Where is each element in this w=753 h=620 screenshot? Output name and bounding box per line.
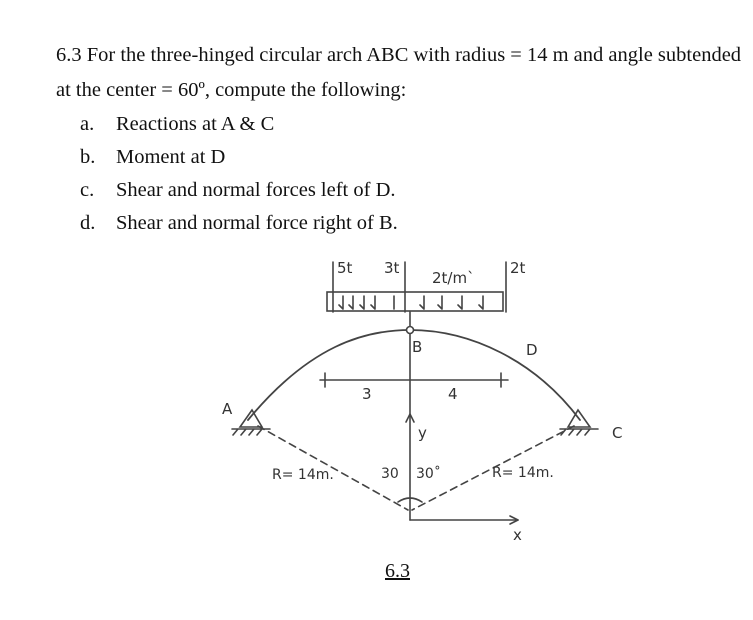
label-a: A <box>222 400 233 418</box>
question-text: Reactions at A & C <box>116 113 275 135</box>
question-text: Moment at D <box>116 146 226 168</box>
label-d: D <box>526 341 538 359</box>
radius-label-left: R= 14m. <box>272 467 334 483</box>
load-label-3t: 3t <box>384 259 400 277</box>
figure-caption: 6.3 <box>385 560 410 582</box>
dimension-4: 4 <box>448 385 458 403</box>
radius-label-right: R= 14m. <box>492 465 554 481</box>
axis-x-label: x <box>513 526 522 544</box>
question-text: Shear and normal forces left of D. <box>116 179 396 201</box>
question-label: d. <box>80 212 96 234</box>
load-label-5t: 5t <box>337 259 353 277</box>
label-b: B <box>412 338 423 356</box>
load-label-2t: 2t <box>510 259 526 277</box>
udl-arrows <box>339 296 483 309</box>
question-text: Shear and normal force right of B. <box>116 212 398 234</box>
support-a <box>232 410 270 435</box>
angle-label-right: 30˚ <box>416 466 441 482</box>
problem-statement: 6.3 For the three-hinged circular arch ABC with radius = 14 m and angle subtended at the center = 60º, compute the following: <box>56 44 742 101</box>
hinge-b <box>407 327 414 334</box>
angle-label-left: 30 <box>381 466 399 482</box>
question-label: c. <box>80 179 95 201</box>
support-c <box>560 410 598 435</box>
question-label: b. <box>80 146 96 168</box>
dimension-3: 3 <box>362 385 372 403</box>
label-c: C <box>612 424 623 442</box>
axis-y-label: y <box>418 424 427 442</box>
question-label: a. <box>80 113 95 135</box>
load-label-udl: 2t/m` <box>432 269 475 287</box>
